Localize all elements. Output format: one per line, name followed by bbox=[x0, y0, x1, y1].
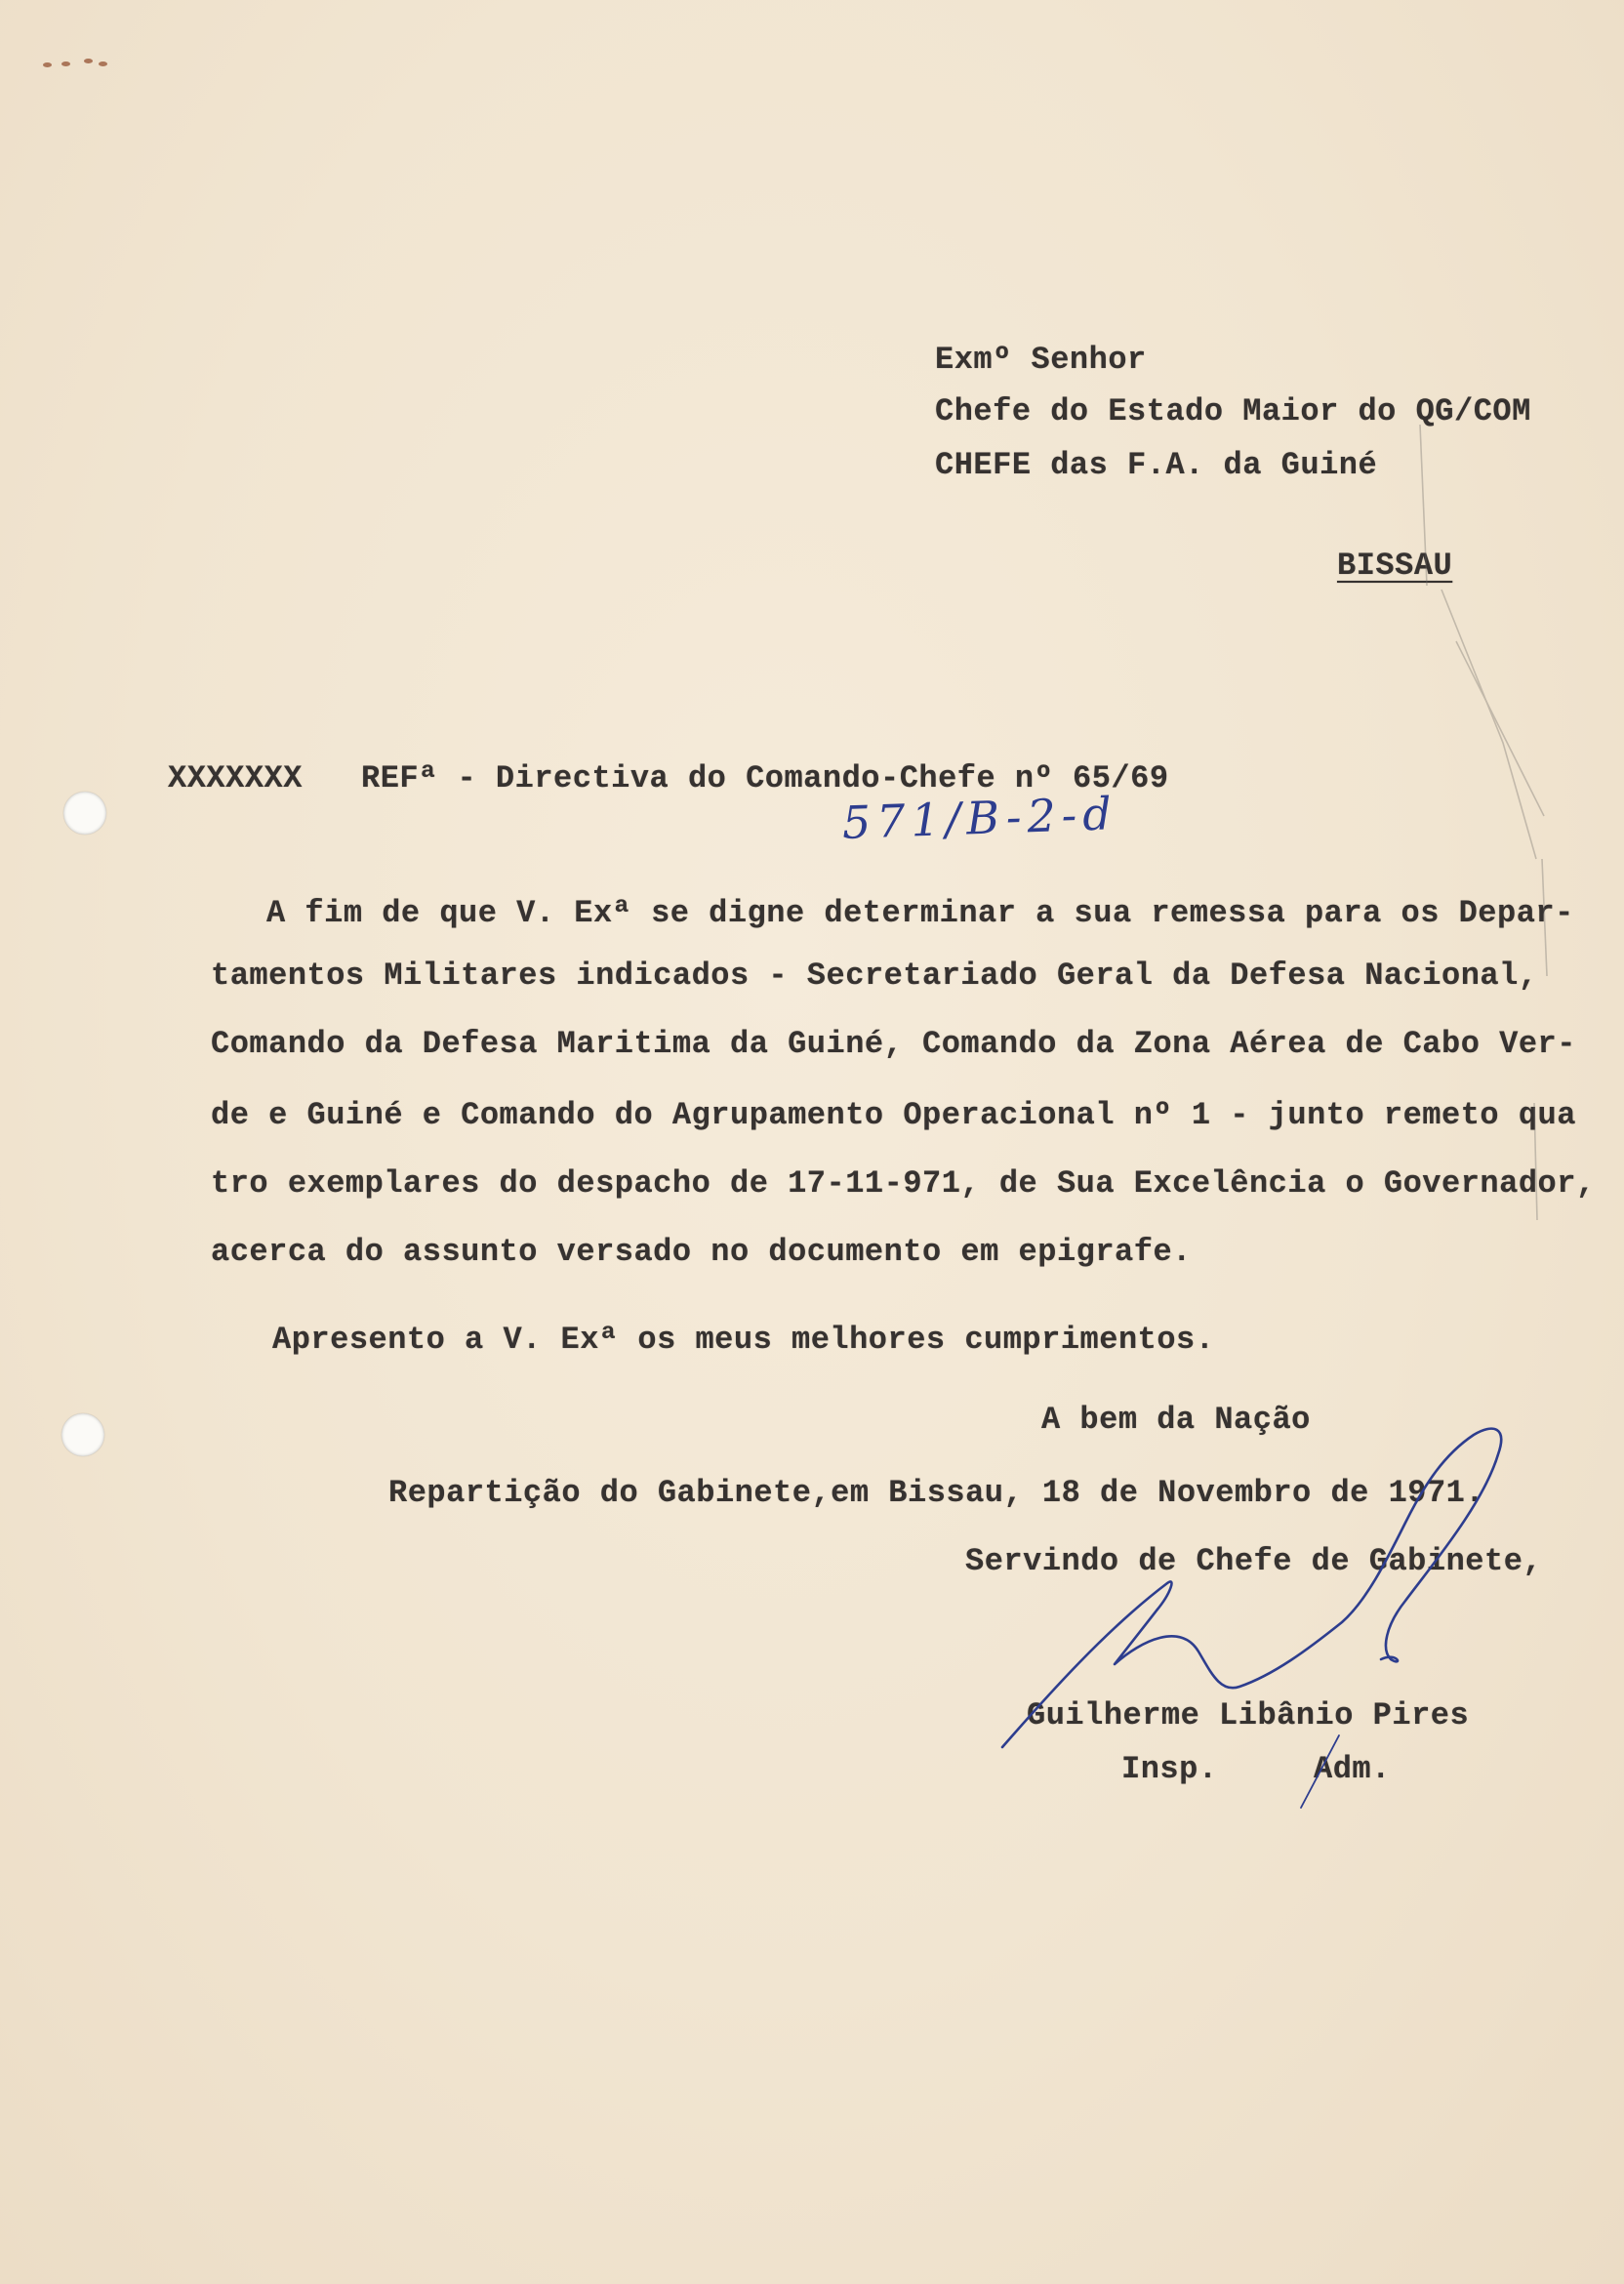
signatory-name: Guilherme Libânio Pires bbox=[1027, 1697, 1470, 1733]
motto: A bem da Nação bbox=[1041, 1402, 1311, 1438]
struck-out-text: XXXXXXX bbox=[168, 760, 303, 796]
addressee-position: Chefe do Estado Maior do QG/COM bbox=[935, 393, 1531, 429]
body-line: A fim de que V. Exª se digne determinar a sua remessa para os Depar- bbox=[266, 895, 1574, 931]
signatory-role: Servindo de Chefe de Gabinete, bbox=[965, 1543, 1543, 1579]
signatory-title-part2: Adm. bbox=[1314, 1751, 1391, 1787]
place-and-date: Repartição do Gabinete,em Bissau, 18 de Novembro de 1971. bbox=[388, 1475, 1485, 1511]
closing-line: Apresento a V. Exª os meus melhores cumprimentos. bbox=[272, 1322, 1215, 1358]
addressee-greeting: Exmº Senhor bbox=[935, 342, 1147, 378]
signatory-title-part1: Insp. bbox=[1121, 1751, 1218, 1787]
body-line: Comando da Defesa Maritima da Guiné, Comando da Zona Aérea de Cabo Ver- bbox=[211, 1026, 1576, 1062]
hole-punch-top bbox=[63, 792, 106, 835]
hole-punch-bottom bbox=[61, 1413, 104, 1456]
addressee-city: BISSAU bbox=[1337, 548, 1453, 584]
ink-speck bbox=[61, 61, 70, 66]
body-line: tro exemplares do despacho de 17-11-971, de Sua Excelência o Governador, bbox=[211, 1165, 1596, 1202]
handwritten-filing-code: 571/B-2-d bbox=[841, 787, 1118, 849]
addressee-unit: CHEFE das F.A. da Guiné bbox=[935, 447, 1378, 483]
ink-speck bbox=[43, 62, 52, 67]
ink-speck bbox=[99, 61, 107, 66]
ink-speck bbox=[84, 59, 93, 63]
body-line: tamentos Militares indicados - Secretariado Geral da Defesa Nacional, bbox=[211, 958, 1538, 994]
body-line: acerca do assunto versado no documento em epigrafe. bbox=[211, 1234, 1192, 1270]
reference-subject: REFª - Directiva do Comando-Chefe nº 65/69 bbox=[361, 760, 1169, 796]
body-line: de e Guiné e Comando do Agrupamento Operacional nº 1 - junto remeto qua bbox=[211, 1097, 1576, 1133]
